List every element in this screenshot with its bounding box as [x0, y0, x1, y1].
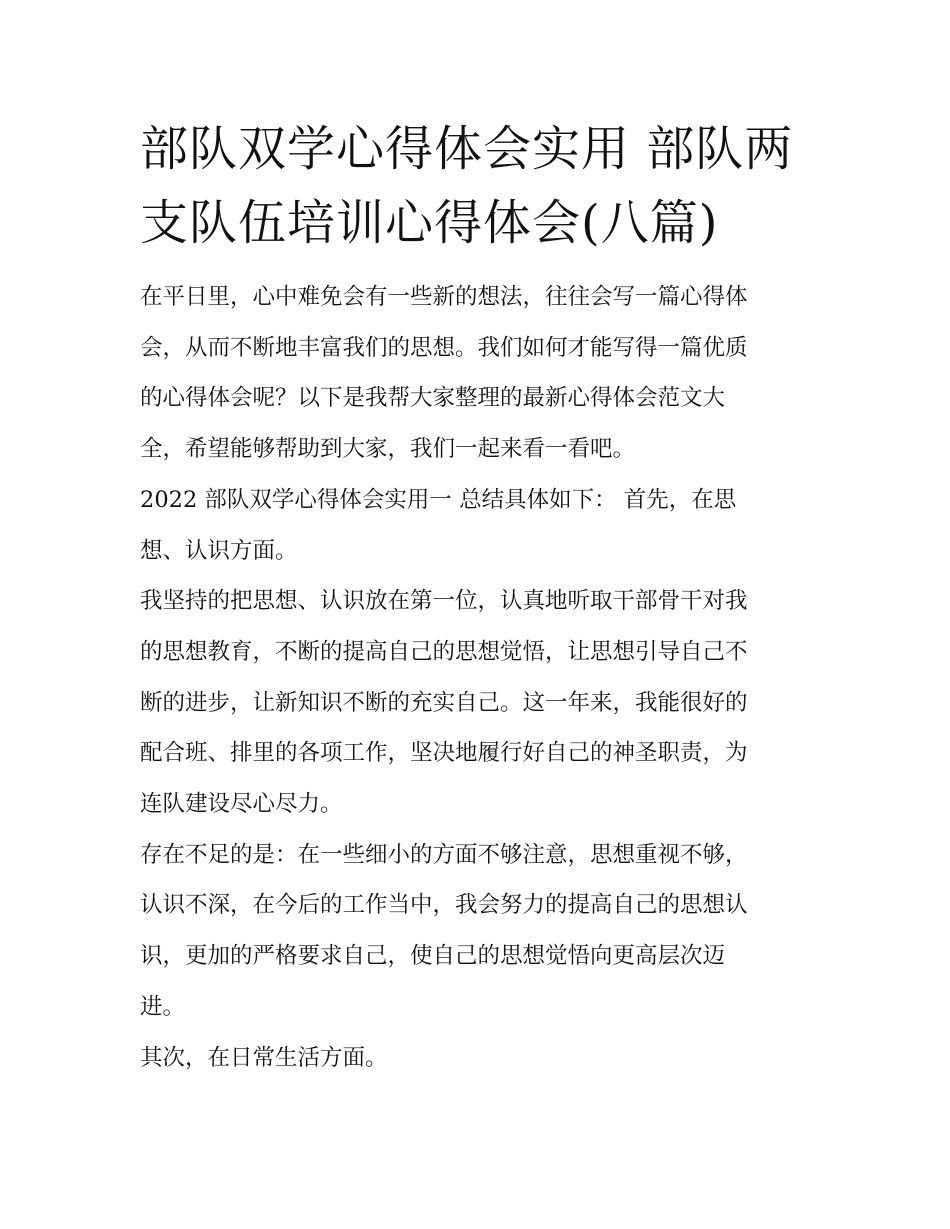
text-line: 的心得体会呢？以下是我帮大家整理的最新心得体会范文大 — [140, 385, 726, 412]
paragraph-intro — [140, 272, 812, 475]
text-line: 2022 部队双学心得体会实用一 总结具体如下： 首先，在思 — [140, 486, 737, 513]
text-line: 识，更加的严格要求自己，使自己的思想觉悟向更高层次迈 — [140, 943, 726, 970]
paragraph-shortcomings — [140, 830, 812, 1033]
text-line: 断的进步，让新知识不断的充实自己。这一年来，我能很好的 — [140, 689, 748, 716]
title-line: 支队伍培训心得体会(八篇) — [140, 195, 719, 251]
text-line: 在平日里，心中难免会有一些新的想法，往往会写一篇心得体 — [140, 284, 748, 310]
text-line: 其次，在日常生活方面。 — [140, 1044, 388, 1071]
paragraph-heading-2022 — [140, 475, 812, 576]
title-line: 部队双学心得体会实用 部队两 — [140, 121, 794, 177]
text-line: 会，从而不断地丰富我们的思想。我们如何才能写得一篇优质 — [140, 334, 748, 361]
document-page — [140, 112, 812, 1083]
text-line: 的思想教育，不断的提高自己的思想觉悟，让思想引导自己不 — [140, 638, 748, 665]
text-line: 我坚持的把思想、认识放在第一位，认真地听取干部骨干对我 — [140, 588, 748, 615]
paragraph-thought — [140, 576, 812, 830]
document-body — [140, 272, 812, 1083]
text-line: 配合班、排里的各项工作，坚决地履行好自己的神圣职责，为 — [140, 740, 748, 767]
text-line: 进。 — [140, 993, 186, 1020]
text-line: 全，希望能够帮助到大家，我们一起来看一看吧。 — [140, 436, 636, 463]
text-line: 想、认识方面。 — [140, 537, 298, 564]
paragraph-daily-life — [140, 1033, 812, 1084]
text-line: 认识不深，在今后的工作当中，我会努力的提高自己的思想认 — [140, 892, 748, 919]
document-title — [140, 112, 812, 260]
text-line: 存在不足的是：在一些细小的方面不够注意，思想重视不够， — [140, 841, 748, 868]
text-line: 连队建设尽心尽力。 — [140, 791, 343, 818]
